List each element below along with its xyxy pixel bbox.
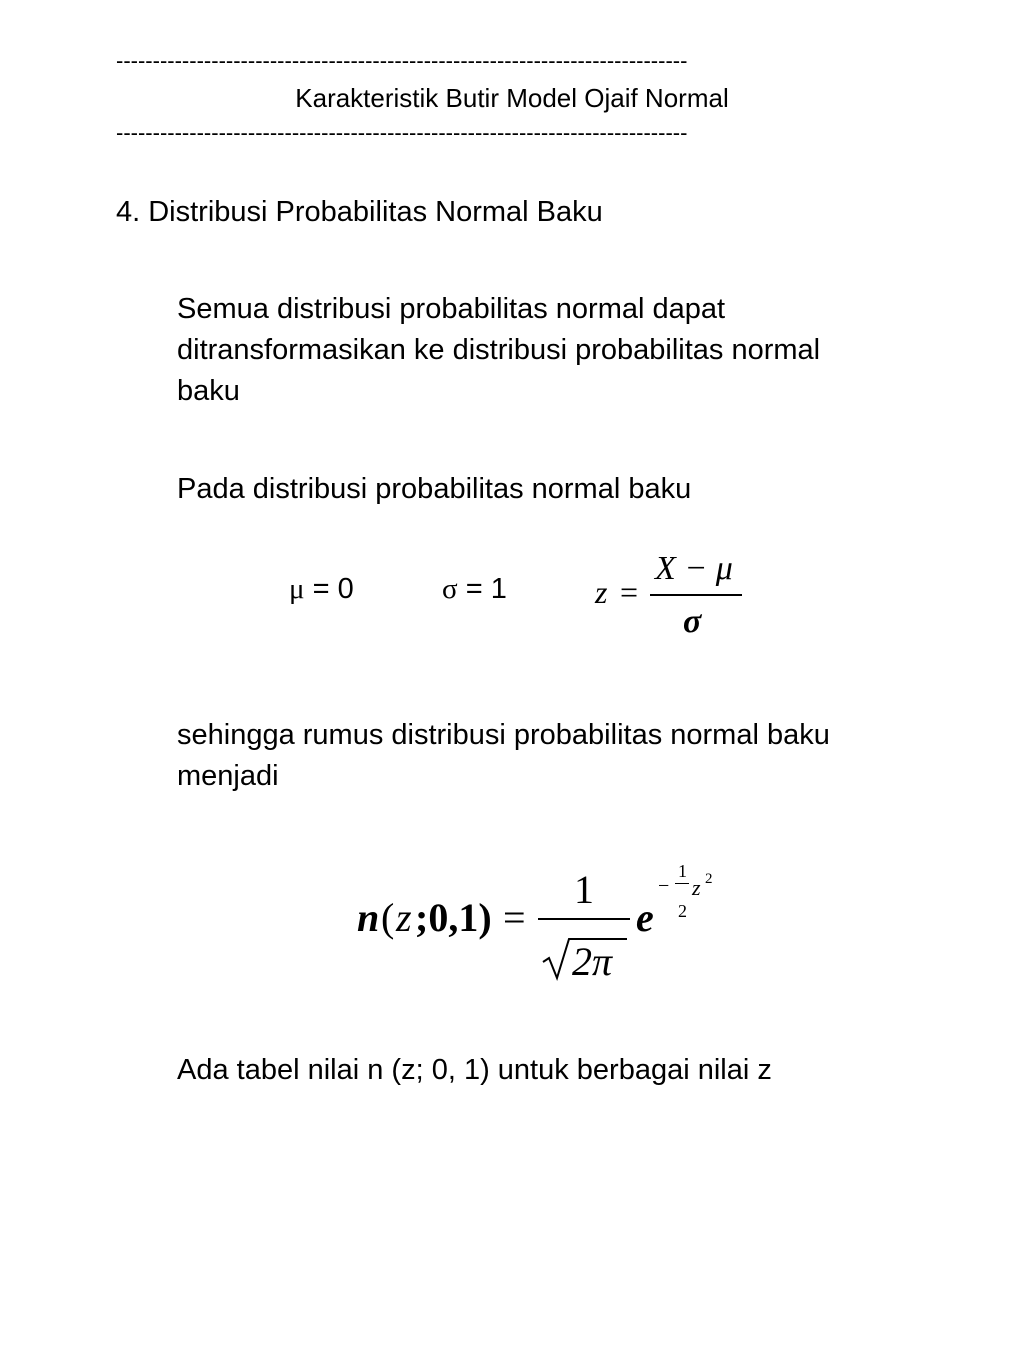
paragraph-table-note: Ada tabel nilai n (z; 0, 1) untuk berbagai nilai z [177,1054,772,1086]
paragraph-line: baku [177,375,240,407]
paragraph-line: menjadi [177,760,279,792]
z-formula-numerator: X − μ [655,550,733,587]
z-formula-equals: = [620,574,639,610]
formula-n-exp-fraction-bar [675,883,689,884]
z-formula-lhs: z [595,574,608,610]
header-rule-bottom: ------------------------------------------------------------------------------ [116,120,688,145]
sigma-parameter [442,571,507,607]
paragraph-formula-intro [177,715,967,797]
formula-n-fraction-bar [538,918,630,920]
formula-n-numerator: 1 [574,867,594,912]
formula-n-equals: = [503,895,526,940]
section-heading: 4. Distribusi Probabilitas Normal Baku [116,196,603,228]
formula-n-exp-var: z [692,875,701,900]
paragraph-line: Semua distribusi probabilitas normal dapat [177,293,726,325]
formula-n-func: n [357,895,380,940]
sigma-value: = 1 [465,573,507,605]
paragraph-transform [177,289,967,412]
formula-n-base-e: e [636,895,654,940]
mu-symbol: μ [289,573,305,605]
mu-parameter [289,571,354,607]
z-formula-denominator: σ [683,603,702,640]
formula-n-arg-z: z [396,895,412,940]
formula-n-paren-open: ( [381,895,395,940]
sigma-symbol: σ [442,573,458,605]
paragraph-line: sehingga rumus distribusi probabilitas normal baku [177,719,830,751]
formula-n-exp-power: 2 [705,871,713,887]
mu-value: = 0 [312,573,354,605]
paragraph-line: ditransformasikan ke distribusi probabilitas normal [177,334,821,366]
formula-n-args-rest: ;0,1) [415,895,492,940]
formula-n-exp-denominator: 2 [678,901,687,921]
paragraph-standard-normal: Pada distribusi probabilitas normal baku [177,473,692,505]
formula-n-exp-sign: − [658,875,670,897]
formula-n-exp-numerator: 1 [678,861,687,881]
header-rule-top: ------------------------------------------------------------------------------ [116,48,688,73]
z-formula-fraction-bar [650,594,742,596]
formula-n-radicand: 2π [572,939,613,984]
page-header-title: Karakteristik Butir Model Ojaif Normal [295,83,729,113]
